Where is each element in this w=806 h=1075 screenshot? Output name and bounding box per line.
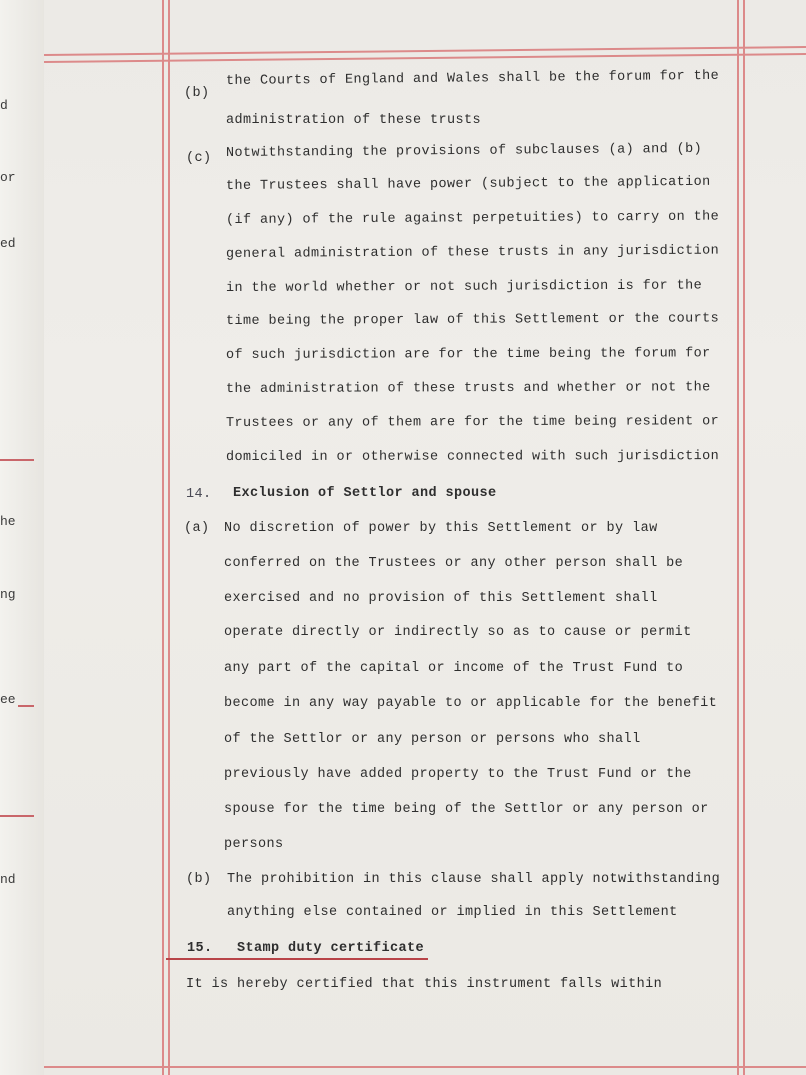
text-line: of the Settlor or any person or persons who shall: [224, 732, 641, 747]
text-line: the administration of these trusts and whether or not the: [225, 380, 711, 397]
left-page-rule: [0, 815, 34, 817]
text-line: (if any) of the rule against perpetuities) to carry on the: [225, 209, 720, 228]
left-page-fragment: d: [0, 98, 8, 113]
adjacent-page-edge: [0, 0, 45, 1075]
text-line: anything else contained or implied in this Settlement: [227, 905, 678, 920]
text-line: administration of these trusts: [226, 113, 482, 128]
left-page-fragment: or: [0, 170, 16, 185]
text-line: of such jurisdiction are for the time being the forum for: [225, 346, 711, 363]
left-page-fragment: ed: [0, 236, 16, 251]
subclause-label: (a): [184, 521, 210, 536]
left-page-fragment: he: [0, 514, 16, 529]
text-line: conferred on the Trustees or any other person shall be: [224, 556, 684, 571]
clause-heading: Stamp duty certificate: [237, 941, 425, 956]
left-page-rule: [18, 705, 34, 707]
margin-rule-left-outer: [162, 0, 164, 1075]
left-page-fragment: ee: [0, 692, 16, 707]
subclause-label: (c): [186, 151, 212, 166]
text-line: the Trustees shall have power (subject to the application: [225, 174, 711, 194]
text-line: in the world whether or not such jurisdiction is for the: [225, 278, 703, 296]
text-line: Notwithstanding the provisions of subclauses (a) and (b): [225, 141, 703, 161]
text-line: Trustees or any of them are for the time being resident or: [225, 414, 720, 431]
text-line: domiciled in or otherwise connected with such jurisdiction: [225, 449, 720, 465]
text-line: The prohibition in this clause shall apply notwithstanding: [227, 872, 721, 887]
margin-rule-right-outer: [743, 0, 745, 1075]
text-line: spouse for the time being of the Settlor or any person or: [224, 802, 709, 817]
text-line: persons: [224, 837, 284, 852]
document-page: [44, 0, 806, 1075]
clause-heading: Exclusion of Settlor and spouse: [233, 486, 497, 501]
text-line: operate directly or indirectly so as to cause or permit: [224, 625, 692, 640]
text-line: exercised and no provision of this Settlement shall: [224, 591, 658, 606]
subclause-label: (b): [186, 872, 212, 887]
text-line: previously have added property to the Trust Fund or the: [224, 767, 692, 782]
left-page-fragment: nd: [0, 872, 16, 887]
text-line: No discretion of power by this Settlement or by law: [224, 521, 658, 536]
text-line: general administration of these trusts in any jurisdiction: [225, 243, 720, 262]
margin-rule-left-inner: [168, 0, 170, 1075]
margin-rule-right-inner: [737, 0, 739, 1075]
text-line: become in any way payable to or applicable for the benefit: [224, 696, 718, 711]
text-line: any part of the capital or income of the Trust Fund to: [224, 661, 684, 676]
text-line: the Courts of England and Wales shall be the forum for the: [225, 68, 720, 89]
subclause-label: (b): [184, 86, 210, 101]
text-line: time being the proper law of this Settlement or the courts: [225, 311, 720, 329]
clause-number: 15.: [187, 941, 213, 956]
left-page-fragment: ng: [0, 587, 16, 602]
left-page-rule: [0, 459, 34, 461]
text-line: It is hereby certified that this instrument falls within: [186, 977, 663, 992]
heading-underline: [166, 958, 428, 960]
margin-rule-bottom: [44, 1066, 806, 1068]
clause-number: 14.: [186, 487, 212, 502]
